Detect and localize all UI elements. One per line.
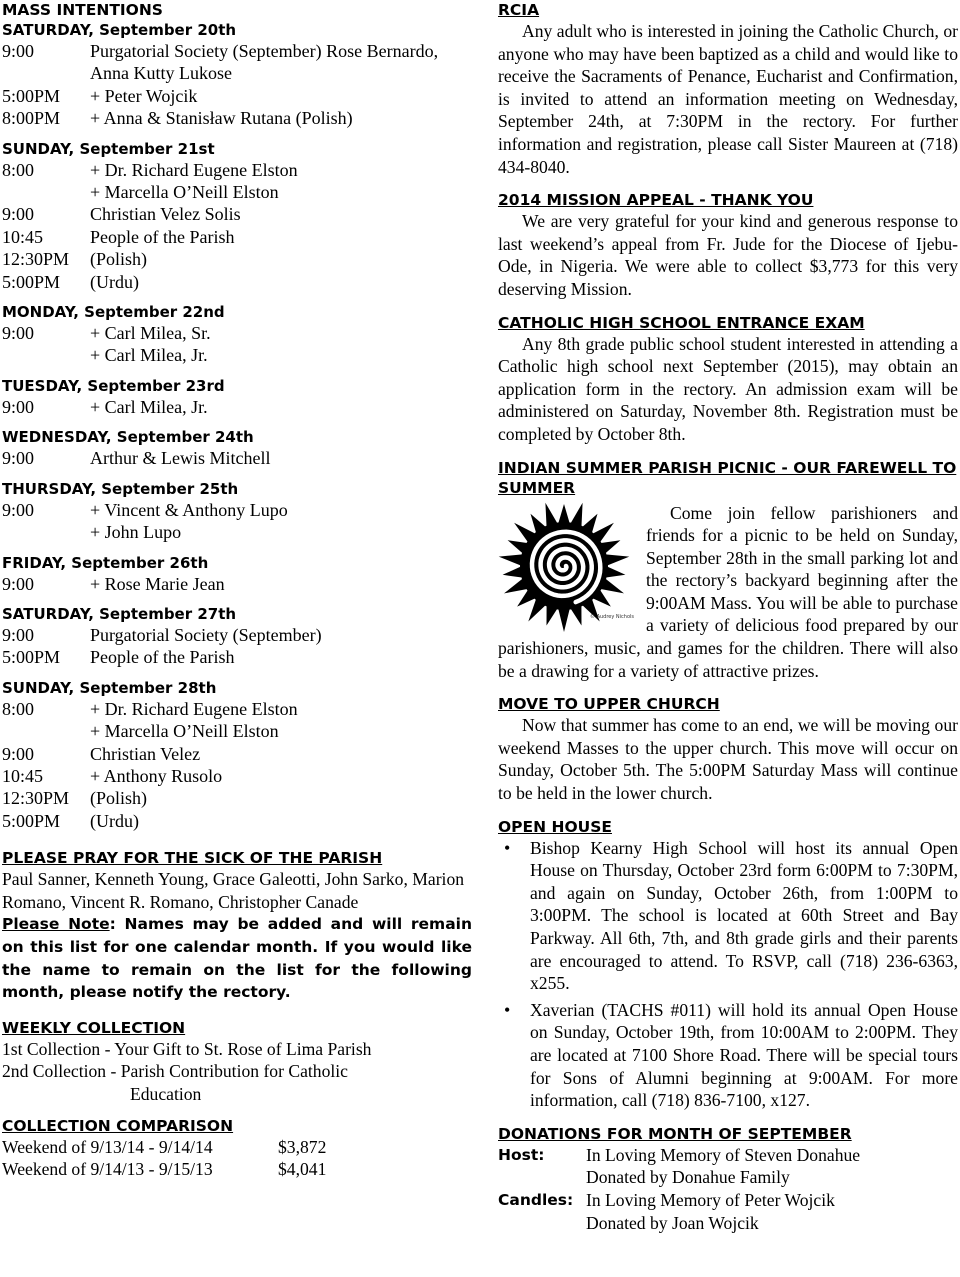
- mass-time: 10:45: [2, 226, 44, 247]
- weekly-collection-line-2: 2nd Collection - Parish Contribution for Catholic: [2, 1061, 348, 1082]
- mass-intention-row: [2, 787, 472, 809]
- mass-time: 5:00PM: [2, 85, 61, 106]
- comparison-amount: $3,872: [278, 1136, 327, 1157]
- mass-time: 9:00: [2, 204, 35, 225]
- mass-time: 12:30PM: [2, 788, 70, 809]
- open-house-list: [498, 837, 958, 1112]
- weekly-collection-title: WEEKLY COLLECTION: [2, 1018, 186, 1037]
- sick-list-title: PLEASE PRAY FOR THE SICK OF THE PARISH: [2, 849, 383, 868]
- mass-day-heading: MONDAY, September 22nd: [2, 303, 225, 322]
- illustration-credit: © Audrey Nichols: [590, 613, 635, 620]
- rcia-text: Any adult who is interested in joining the Catholic Church, or anyone who may have been baptized as a child and would like to receive the Sacraments of Penance, Eucharist and Confirmation, is invited to attend an information meeting on Wednesday, September 24th, at 7:30PM in the rectory. For further information and registration, please call Sister Maureen at (718) 434-8040.: [498, 21, 958, 177]
- left-column: [2, 0, 472, 1181]
- open-house-item: • Bishop Kearny High School will host its annual Open House on Thursday, October 23rd form 6:00PM to 7:30PM, and again on Sunday, October 26th, from 1:00PM to 3:00PM. The school is located at 60th Street and Bay Parkway. All 6th, 7th, and 8th grade girls and their parents are encouraged to attend. To RSVP, call (718) 236-6363, x255.: [498, 837, 958, 995]
- mission-appeal-text: We are very grateful for your kind and generous response to last weekend’s appeal from Fr. Jude for the Diocese of Ijebu-Ode, in Nigeria. We were able to collect $3,773 for this very deserving Mission.: [498, 211, 958, 299]
- mass-intention-name: (Urdu): [90, 271, 139, 292]
- mass-intention-name: + John Lupo: [90, 522, 182, 543]
- donations-list: [498, 1144, 958, 1234]
- high-school-exam-text: Any 8th grade public school student interested in attending a Catholic high school next September (2015), may obtain an application form in the rectory. An admission exam will be administered on Saturday, November 8th. Registration must be completed by October 8th.: [498, 333, 958, 444]
- donation-type: Candles:: [498, 1190, 574, 1209]
- donation-detail: Donated by Donahue Family: [586, 1167, 790, 1188]
- mass-intention-name: + Peter Wojcik: [90, 85, 198, 106]
- mass-intention-name: + Carl Milea, Sr.: [90, 323, 211, 344]
- mass-intention-name: Christian Velez: [90, 743, 201, 764]
- mass-intention-name: Christian Velez Solis: [90, 204, 241, 225]
- picnic-title: INDIAN SUMMER PARISH PICNIC - OUR FAREWELL TO SUMMER: [498, 458, 957, 497]
- mass-day-heading: THURSDAY, September 25th: [2, 479, 239, 498]
- mass-intention-row: [2, 765, 472, 787]
- mass-intention-name: Purgatorial Society (September): [90, 624, 322, 645]
- weekly-collection-line-3: Education: [130, 1083, 202, 1104]
- mass-time: 5:00PM: [2, 810, 61, 831]
- mass-time: 9:00: [2, 499, 35, 520]
- mass-intention-row: [2, 447, 472, 469]
- mass-time: 8:00: [2, 159, 35, 180]
- mass-time: [2, 720, 90, 742]
- comparison-label: Weekend of 9/13/14 - 9/14/14: [2, 1136, 213, 1157]
- comparison-row: [2, 1136, 472, 1159]
- mass-intention-name: (Urdu): [90, 810, 139, 831]
- mass-time: 9:00: [2, 624, 35, 645]
- sick-list-names: Paul Sanner, Kenneth Young, Grace Galeotti, John Sarko, Marion Romano, Vincent R. Romano, Christopher Canade: [2, 869, 465, 912]
- mass-intention-row: [2, 159, 472, 181]
- mass-intention-name: + Anthony Rusolo: [90, 765, 223, 786]
- comparison-amount: $4,041: [278, 1159, 327, 1180]
- comparison-label: Weekend of 9/14/13 - 9/15/13: [2, 1159, 213, 1180]
- mass-intention-row: [2, 646, 472, 668]
- mass-intention-row: [2, 573, 472, 595]
- donation-type: [498, 1212, 586, 1235]
- mass-time: 9:00: [2, 323, 35, 344]
- right-column: [498, 0, 958, 1234]
- upper-church-title: MOVE TO UPPER CHURCH: [498, 695, 720, 714]
- mass-intention-name: Anna Kutty Lukose: [90, 63, 232, 84]
- sick-list-note: [2, 913, 472, 1003]
- mass-intention-name: + Vincent & Anthony Lupo: [90, 499, 288, 520]
- mass-time: 10:45: [2, 765, 44, 786]
- mass-time: [2, 62, 90, 84]
- open-house-title: OPEN HOUSE: [498, 817, 612, 836]
- mass-intention-row: [2, 322, 472, 344]
- mass-intention-name: + Marcella O’Neill Elston: [90, 721, 279, 742]
- mass-time: 9:00: [2, 396, 35, 417]
- note-text: : Names may be added and will remain on this list for one calendar month. If you would like the name to remain on the list for the following month, please notify the rectory.: [2, 915, 473, 1002]
- mass-intentions-title: MASS INTENTIONS: [2, 1, 163, 19]
- mass-day-heading: SATURDAY, September 20th: [2, 21, 237, 39]
- mass-intention-name: + Anna & Stanisław Rutana (Polish): [90, 108, 353, 129]
- mass-intention-row: [2, 396, 472, 418]
- rcia-title: RCIA: [498, 1, 540, 19]
- note-label: Please Note: [2, 915, 110, 934]
- donations-title: DONATIONS FOR MONTH OF SEPTEMBER: [498, 1124, 852, 1143]
- open-house-item: • Xaverian (TACHS #011) will hold its annual Open House on Sunday, October 19th, from 10:00AM to 2:00PM. They are located at 7100 Shore Road. There will be special tours for Sons of Alumni beginning at 9:00AM. For more information, call (718) 836-7100, x127.: [498, 999, 958, 1112]
- mass-intention-name: + Carl Milea, Jr.: [90, 345, 208, 366]
- donation-row: [498, 1144, 958, 1167]
- donation-type: Host:: [498, 1145, 545, 1164]
- comparison-row: [2, 1158, 472, 1181]
- mass-time: 5:00PM: [2, 271, 61, 292]
- picnic-text: Come join fellow parishioners and friends for a picnic to be held on Sunday, September 28th in the small parking lot and the rectory’s backyard beginning after the 9:00AM Mass. You will be able to purchase a variety of delicious food prepared by our parishioners, music, and games for the children. There will also be a drawing for a variety of attractive prizes.: [498, 502, 958, 681]
- mass-intention-row: [2, 271, 472, 293]
- high-school-exam-title: CATHOLIC HIGH SCHOOL ENTRANCE EXAM: [498, 313, 865, 332]
- mass-intention-row: [2, 226, 472, 248]
- weekly-collection-line-1: 1st Collection - Your Gift to St. Rose of Lima Parish: [2, 1038, 372, 1059]
- mass-time: 9:00: [2, 41, 35, 61]
- mass-intention-name: + Dr. Richard Eugene Elston: [90, 698, 298, 719]
- mass-time: 12:30PM: [2, 249, 70, 270]
- mass-intention-row: [2, 624, 472, 646]
- donation-detail: In Loving Memory of Steven Donahue: [586, 1144, 861, 1165]
- mass-time: 8:00: [2, 698, 35, 719]
- mass-time: [2, 181, 90, 203]
- collection-comparison-title: COLLECTION COMPARISON: [2, 1116, 234, 1135]
- sun-spiral-illustration: [498, 502, 638, 634]
- mass-time: 5:00PM: [2, 647, 61, 668]
- mass-intention-row: [2, 810, 472, 832]
- mass-intention-row: [2, 40, 472, 62]
- mass-intention-row: [2, 181, 472, 203]
- mass-intention-row: [2, 107, 472, 129]
- mass-intention-name: + Marcella O’Neill Elston: [90, 182, 279, 203]
- donation-detail: Donated by Joan Wojcik: [586, 1212, 759, 1233]
- donation-detail: In Loving Memory of Peter Wojcik: [586, 1189, 835, 1210]
- mass-intention-name: People of the Parish: [90, 647, 235, 668]
- mass-day-heading: SATURDAY, September 27th: [2, 604, 237, 623]
- mass-intention-row: [2, 743, 472, 765]
- mass-intention-row: [2, 203, 472, 225]
- mass-time: 8:00PM: [2, 108, 61, 129]
- mass-intention-row: [2, 720, 472, 742]
- mass-intention-row: [2, 521, 472, 543]
- donation-row: [498, 1212, 958, 1235]
- mass-intention-row: [2, 499, 472, 521]
- mass-day-heading: SUNDAY, September 28th: [2, 678, 217, 697]
- mass-time: [2, 521, 90, 543]
- mass-intention-name: People of the Parish: [90, 226, 235, 247]
- mass-time: 9:00: [2, 573, 35, 594]
- mass-intention-name: Purgatorial Society (September) Rose Bernardo,: [90, 41, 439, 61]
- mass-intention-row: [2, 248, 472, 270]
- mass-day-heading: SUNDAY, September 21st: [2, 139, 215, 158]
- mass-intentions-list: [2, 20, 472, 832]
- mass-intention-row: [2, 85, 472, 107]
- mass-day-heading: TUESDAY, September 23rd: [2, 376, 225, 395]
- mass-intention-row: [2, 62, 472, 84]
- donation-row: [498, 1189, 958, 1212]
- donation-type: [498, 1166, 586, 1189]
- mass-intention-name: Arthur & Lewis Mitchell: [90, 448, 271, 469]
- mass-time: 9:00: [2, 448, 35, 469]
- picnic-body: [498, 502, 958, 683]
- mass-intention-name: + Dr. Richard Eugene Elston: [90, 159, 298, 180]
- mass-intention-name: (Polish): [90, 249, 148, 270]
- mass-intention-name: (Polish): [90, 788, 148, 809]
- mass-intention-name: + Rose Marie Jean: [90, 573, 225, 594]
- donation-row: [498, 1166, 958, 1189]
- mission-appeal-title: 2014 MISSION APPEAL - THANK YOU: [498, 191, 814, 210]
- mass-intention-name: + Carl Milea, Jr.: [90, 396, 208, 417]
- mass-intention-row: [2, 698, 472, 720]
- mass-day-heading: FRIDAY, September 26th: [2, 553, 209, 572]
- upper-church-text: Now that summer has come to an end, we will be moving our weekend Masses to the upper church. This move will occur on Sunday, October 5th. The 5:00PM Saturday Mass will continue to be held in the lower church.: [498, 715, 958, 804]
- mass-time: 9:00: [2, 743, 35, 764]
- mass-time: [2, 344, 90, 366]
- mass-intention-row: [2, 344, 472, 366]
- mass-day-heading: WEDNESDAY, September 24th: [2, 428, 254, 447]
